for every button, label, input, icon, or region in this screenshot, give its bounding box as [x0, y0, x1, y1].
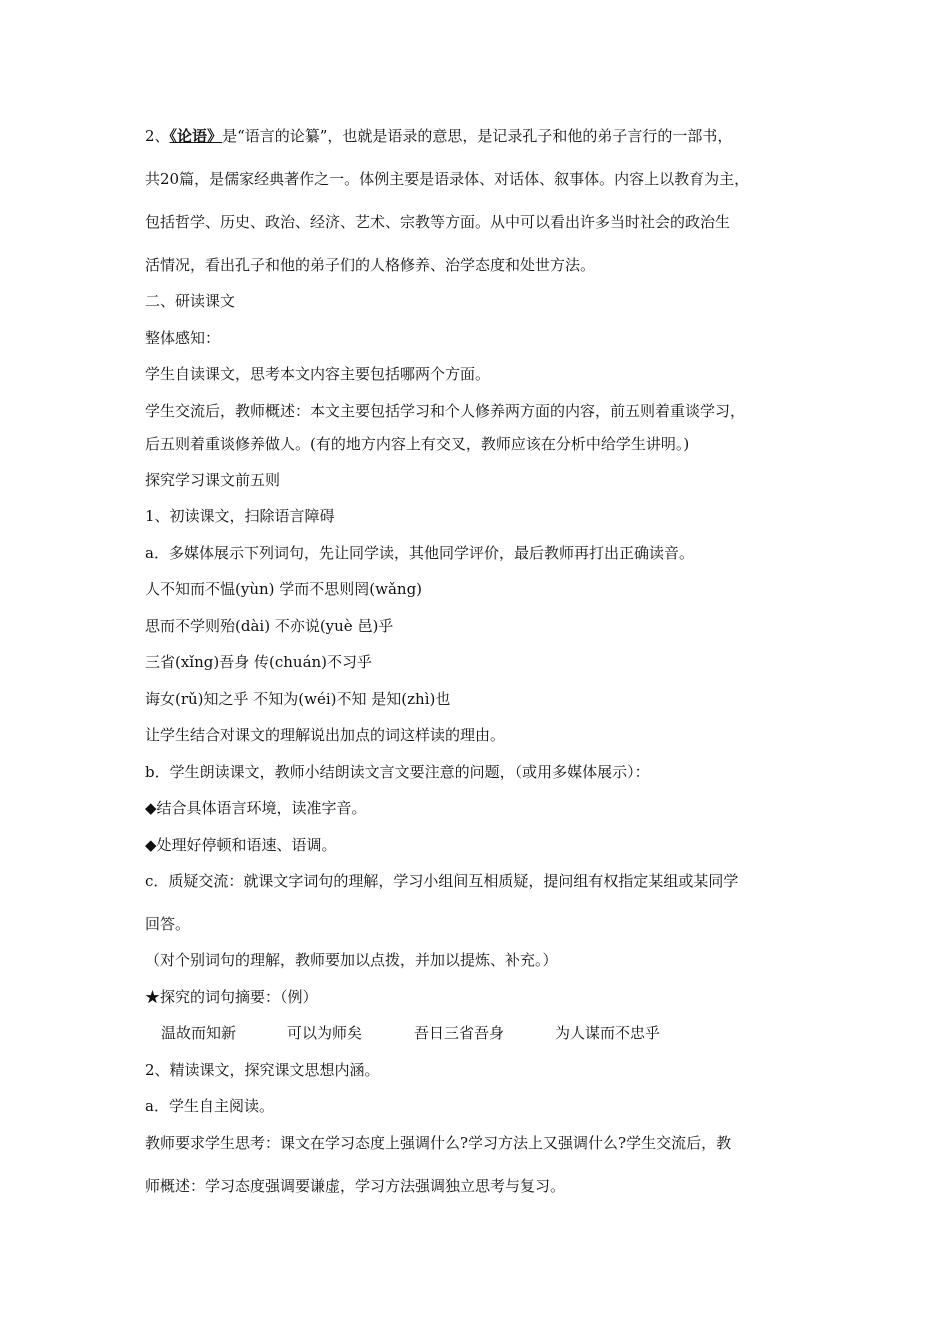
intro-line-1-text: 是“语言的论纂”，也就是语录的意思，是记录孔子和他的弟子言行的一部书， — [222, 127, 733, 145]
section-title: 二、研读课文 — [145, 292, 236, 310]
pron-line-4: 诲女(rǔ)知之乎 不知为(wéi)不知 是知(zhì)也 — [145, 689, 451, 708]
summary-line-2: 后五则着重谈修养做人。(有的地方内容上有交叉，教师应该在分析中给学生讲明。) — [145, 434, 690, 453]
intro-line-2: 共20篇，是儒家经典著作之一。体例主要是语录体、对话体、叙事体。内容上以教育为主， — [145, 170, 750, 188]
pron-line-1: 人不知而不愠(yùn) 学而不思则罔(wǎng) — [145, 580, 423, 598]
step1c-line-1: c．质疑交流：就课文字词句的理解，学习小组间互相质疑，提问组有权指定某组或某同学 — [145, 872, 739, 890]
overall-heading: 整体感知： — [145, 328, 221, 347]
intro-line-1 — [145, 115, 817, 158]
phrase-item: 温故而知新 — [161, 1024, 237, 1042]
step1b-text: b．学生朗读课文，教师小结朗读文言文要注意的问题，（或用多媒体展示）： — [145, 762, 650, 781]
explore-heading: 探究学习课文前五则 — [145, 470, 281, 489]
step1c-paragraph — [145, 860, 817, 946]
intro-paragraph — [145, 115, 817, 287]
step1a-text: a．多媒体展示下列词句，先让同学读，其他同学评价，最后教师再打出正确读音。 — [145, 543, 694, 562]
think-paragraph — [145, 1122, 817, 1208]
intro-line-4: 活情况，看出孔子和他的弟子们的人格修养、治学态度和处世方法。 — [145, 256, 596, 274]
self-read-text: 学生自读课文，思考本文内容主要包括哪两个方面。 — [145, 365, 491, 383]
book-title: 《论语》 — [169, 127, 223, 145]
bullet-2: ◆处理好停顿和语速、语调。 — [145, 835, 337, 854]
step2-heading: 2、精读课文，探究课文思想内涵。 — [145, 1060, 380, 1079]
item-number: 2、 — [145, 127, 170, 145]
phrase-item: 可以为师矣 — [287, 1024, 363, 1042]
phrase-item: 吾日三省吾身 — [414, 1024, 505, 1042]
pron-line-2: 思而不学则殆(dài) 不亦说(yuè 邑)乎 — [145, 616, 394, 635]
bullet-1: ◆结合具体语言环境，读准字音。 — [145, 799, 367, 817]
explore-block — [145, 462, 817, 864]
pron-line-3: 三省(xǐng)吾身 传(chuán)不习乎 — [145, 653, 373, 671]
document-body — [145, 118, 817, 1208]
intro-line-3: 包括哲学、历史、政治、经济、艺术、宗教等方面。从中可以看出许多当时社会的政治生 — [145, 213, 731, 231]
step1c-line-2: 回答。 — [145, 915, 191, 933]
note-text: （对个别词句的理解，教师要加以点拨，并加以提炼、补充。） — [145, 951, 558, 969]
phrase-row — [145, 1015, 817, 1052]
phrase-block — [145, 942, 817, 1125]
reason-text: 让学生结合对课文的理解说出加点的词这样读的理由。 — [145, 726, 506, 744]
section-study — [145, 283, 817, 393]
summary-paragraph — [145, 390, 817, 466]
step1-heading: 1、初读课文，扫除语言障碍 — [145, 507, 335, 525]
think-line-1: 教师要求学生思考：课文在学习态度上强调什么?学习方法上又强调什么?学生交流后，教 — [145, 1133, 732, 1152]
step2a-text: a．学生自主阅读。 — [145, 1097, 274, 1115]
think-line-2: 师概述：学习态度强调要谦虚，学习方法强调独立思考与复习。 — [145, 1176, 566, 1195]
phrase-item: 为人谋而不忠乎 — [555, 1024, 661, 1042]
summary-line-1: 学生交流后，教师概述：本文主要包括学习和个人修养两方面的内容，前五则着重谈学习， — [145, 401, 746, 420]
star-heading: ★探究的词句摘要：（例） — [145, 987, 318, 1006]
